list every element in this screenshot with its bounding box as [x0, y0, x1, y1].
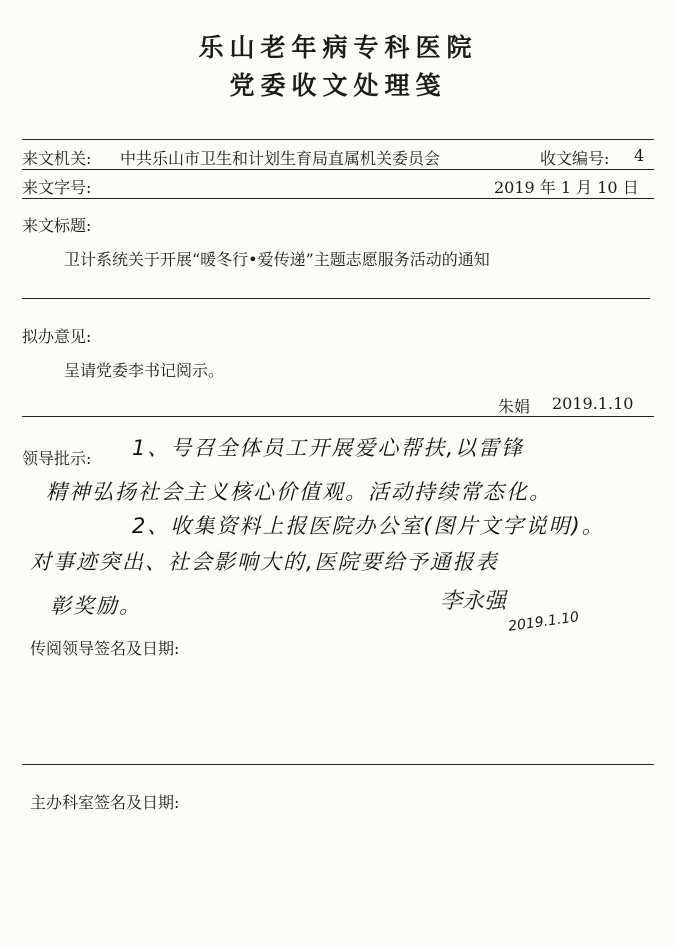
issuer-value: 中共乐山市卫生和计划生育局直属机关委员会	[120, 149, 441, 168]
leader-instruction-label: 领导批示:	[22, 449, 92, 468]
document-title: 乐山老年病专科医院	[198, 33, 478, 62]
receipt-number-value: 4	[634, 146, 645, 165]
receipt-number-label: 收文编号:	[540, 149, 610, 168]
instruction-line-3: 2、收集资料上报医院办公室(图片文字说明)。	[132, 514, 605, 538]
subject-rule	[22, 298, 650, 299]
issuer-label: 来文机关:	[22, 149, 92, 168]
proposal-value: 呈请党委李书记阅示。	[64, 361, 225, 380]
subject-label: 来文标题:	[22, 216, 92, 235]
doc-number-label: 来文字号:	[22, 178, 92, 197]
leader-signature: 李永强	[440, 589, 507, 614]
proposal-date: 2019.1.10	[552, 394, 634, 413]
instruction-line-5: 彰奖励。	[50, 594, 142, 618]
subject-value: 卫计系统关于开展“暖冬行•爱传递”主题志愿服务活动的通知	[64, 250, 490, 269]
circulate-rule	[22, 764, 654, 765]
instruction-line-1: 1、号召全体员工开展爱心帮扶,以雷锋	[132, 436, 525, 460]
issuer-rule	[22, 169, 654, 170]
doc-number-rule	[22, 198, 654, 199]
instruction-line-2: 精神弘扬社会主义核心价值观。活动持续常态化。	[46, 480, 552, 504]
doc-date: 2019 年 1 月 10 日	[494, 178, 639, 197]
dept-label: 主办科室签名及日期:	[30, 793, 180, 812]
instruction-line-4: 对事迹突出、社会影响大的,医院要给予通报表	[30, 550, 499, 574]
leader-sign-date: 2019.1.10	[507, 609, 581, 635]
proposal-rule	[22, 416, 654, 417]
document-subtitle: 党委收文处理笺	[229, 71, 447, 100]
proposal-signer: 朱娟	[498, 397, 531, 416]
circulate-label: 传阅领导签名及日期:	[30, 639, 180, 658]
proposal-label: 拟办意见:	[22, 327, 92, 346]
top-rule	[22, 139, 654, 140]
